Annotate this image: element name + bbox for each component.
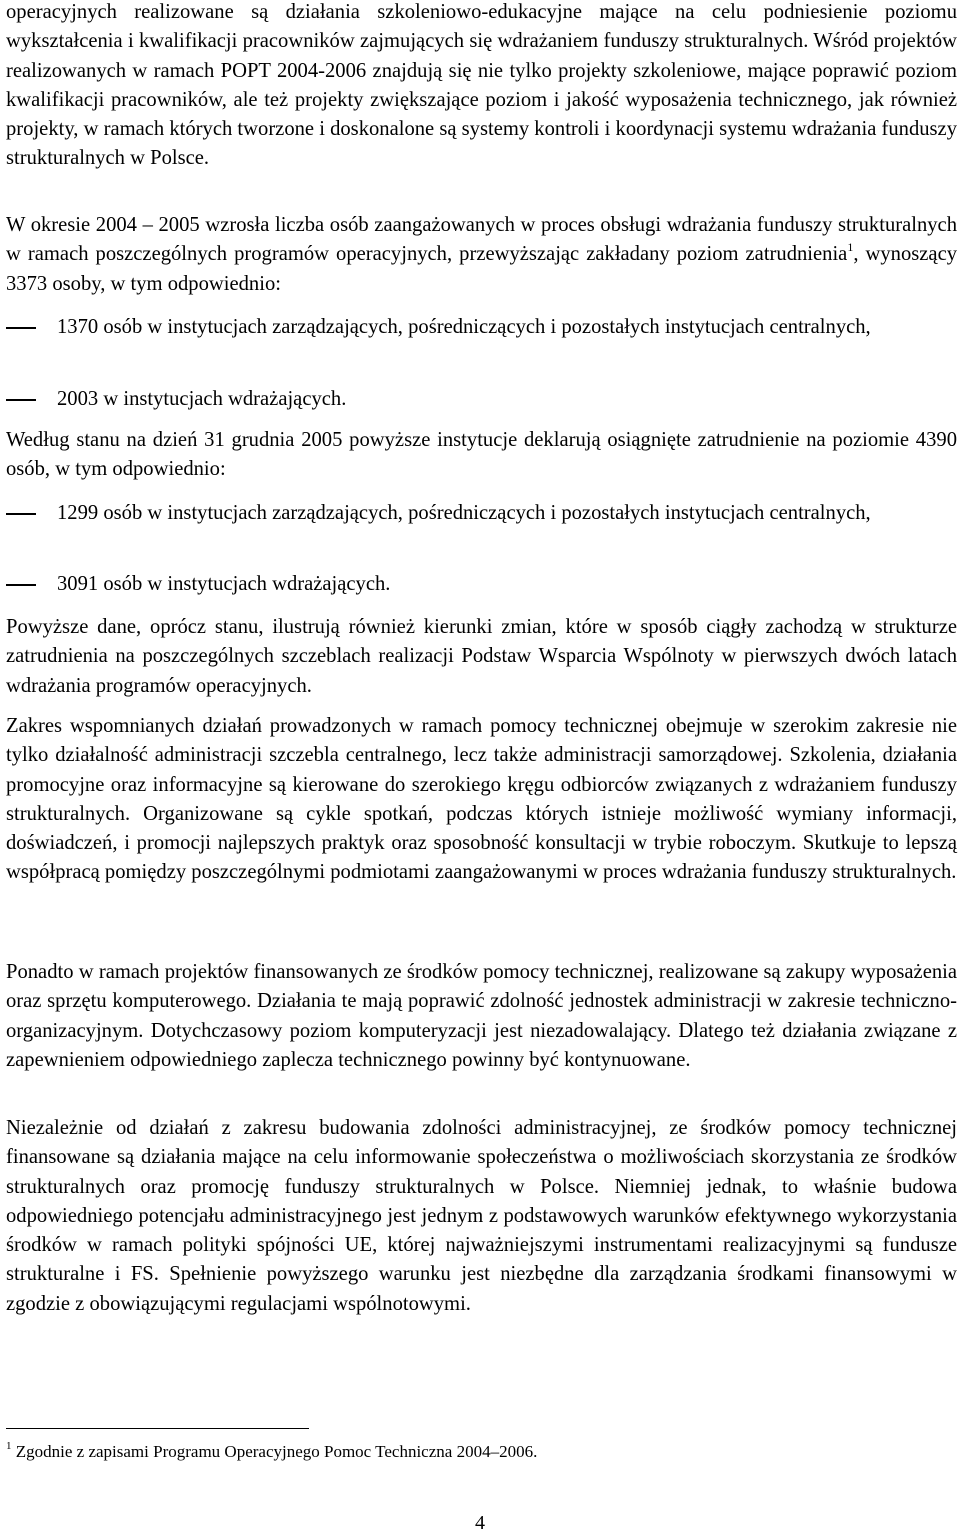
list-item <box>0 385 957 414</box>
page-number: 4 <box>475 1512 485 1534</box>
list-item <box>0 570 957 599</box>
paragraph-employment-growth-tail: , wynoszący 3373 osoby, w tym odpowiednio: <box>6 243 958 295</box>
paragraph-trends: Powyższe dane, oprócz stanu, ilustrują również kierunki zmian, które w sposób ciągły zachodzą w strukturze zatrudnienia na poszczególnych szczeblach realizacji Podstaw Wsparcia Wspólnoty w pierwszych dwóch latach wdrażania programów operacyjnych. <box>6 616 957 697</box>
dash-bullet-icon <box>6 513 36 515</box>
dash-bullet-icon <box>6 327 36 329</box>
list-item <box>0 499 957 528</box>
footnote-divider <box>6 1428 309 1429</box>
footnote <box>6 1441 537 1463</box>
footnote-marker: 1 <box>6 1440 12 1452</box>
footnote-reference[interactable]: 1 <box>847 240 854 255</box>
list-item-text: 3091 osób w instytucjach wdrażających. <box>57 573 391 595</box>
list-item-text: 1299 osób w instytucjach zarządzających, pośredniczących i pozostałych instytucjach centralnych, <box>57 502 871 524</box>
paragraph-training-projects: operacyjnych realizowane są działania szkoleniowo-edukacyjne mające na celu podniesienie poziomu wykształcenia i kwalifikacji pracowników zajmujących się wdrażaniem funduszy strukturalnych. Wśród projektów realizowanych w ramach POPT 2004-2006 znajdują się nie tylko projekty szkoleniowe, mające poprawić poziom kwalifikacji pracowników, ale też projekty zwiększające poziom i jakość wyposażenia technicznego, jak również projekty, w ramach których tworzone i doskonalone są systemy kontroli i koordynacji systemu wdrażania funduszy strukturalnych w Polsce. <box>6 1 957 170</box>
paragraph-equipment: Ponadto w ramach projektów finansowanych ze środków pomocy technicznej, realizowane są zakupy wyposażenia oraz sprzętu komputerowego. Działania te mają poprawić zdolność jednostek administracji w zakresie techniczno-organizacyjnym. Dotychczasowy poziom komputeryzacji jest niezadowalający. Dlatego też działania związane z zapewnieniem odpowiedniego zaplecza technicznego powinny być kontynuowane. <box>6 961 957 1071</box>
paragraph-scope: Zakres wspomnianych działań prowadzonych w ramach pomocy technicznej obejmuje w szerokim zakresie nie tylko działalność administracji szczebla centralnego, lecz także administracji samorządowej. Szkolenia, działania promocyjne oraz informacyjne są kierowane do szerokiego kręgu odbiorców związanych z wdrażaniem funduszy strukturalnych. Organizowane są cykle spotkań, podczas których istnieje możliwość wymiany informacji, doświadczeń, i promocji najlepszych praktyk oraz sposobność konsultacji w trybie roboczym. Skutkuje to lepszą współpracą pomiędzy poszczególnymi podmiotami zaangażowanymi w proces wdrażania funduszy strukturalnych. <box>6 715 957 884</box>
footnote-text: Zgodnie z zapisami Programu Operacyjnego Pomoc Techniczna 2004–2006. <box>11 1442 538 1461</box>
paragraph-employment-growth-text: W okresie 2004 – 2005 wzrosła liczba osób zaangażowanych w proces obsługi wdrażania funduszy strukturalnych w ramach poszczególnych programów operacyjnych, przewyższając zakładany poziom zatrudnienia <box>6 214 957 266</box>
paragraph-employment-2005: Według stanu na dzień 31 grudnia 2005 powyższe instytucje deklarują osiągnięte zatrudnienie na poziomie 4390 osób, w tym odpowiednio: <box>6 429 957 481</box>
dash-bullet-icon <box>6 584 36 586</box>
dash-bullet-icon <box>6 399 36 401</box>
paragraph-employment-growth <box>6 211 957 299</box>
list-item <box>0 313 957 342</box>
list-item-text: 2003 w instytucjach wdrażających. <box>57 388 347 410</box>
list-item-text: 1370 osób w instytucjach zarządzających, pośredniczących i pozostałych instytucjach centralnych, <box>57 316 871 338</box>
paragraph-capacity: Niezależnie od działań z zakresu budowania zdolności administracyjnej, ze środków pomocy technicznej finansowane są działania mające na celu informowanie społeczeństwa o możliwościach skorzystania ze środków strukturalnych oraz promocję funduszy strukturalnych w Polsce. Niemniej jednak, to właśnie budowa odpowiedniego potencjału administracyjnego jest jednym z podstawowych warunków efektywnego wykorzystania środków w ramach polityki spójności UE, której najważniejszymi instrumentami realizacyjnymi są fundusze strukturalne i FS. Spełnienie powyższego warunku jest niezbędne dla zarządzania środkami finansowymi w zgodzie z obowiązującymi regulacjami wspólnotowymi. <box>6 1117 957 1315</box>
